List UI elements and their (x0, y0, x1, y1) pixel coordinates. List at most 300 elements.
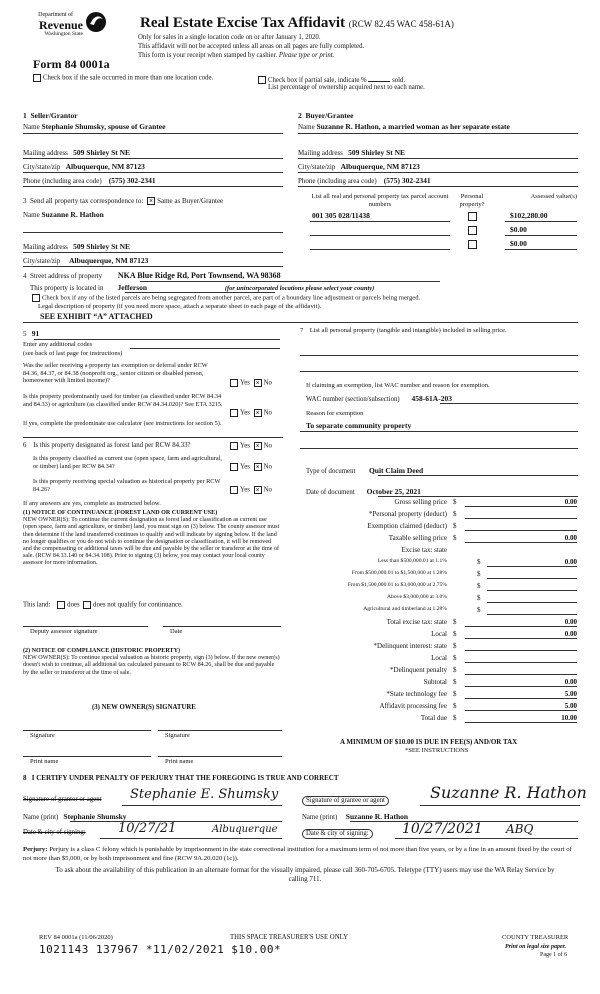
tax-label: Total excise tax: state (386, 618, 447, 626)
tax-row-gross (303, 498, 577, 507)
s6-q2: Is this property classified as current use (open space, farm and agricultural, or timber) land per RCW 84.34? (33, 455, 223, 470)
s5-code-line (34, 339, 280, 340)
tax-row-tier1 (303, 558, 577, 567)
dollar-sign: $ (477, 606, 481, 614)
unincorporated-note: (for unincorporated locations please select your county) (224, 285, 375, 292)
form-number: Form 84 0001a (33, 57, 110, 71)
s5-code-value[interactable]: 91 (31, 329, 40, 338)
seller-phone-row (23, 176, 156, 185)
tax-row-tech-fee (303, 690, 577, 699)
s5-q2-yes-checkbox[interactable] (230, 409, 238, 417)
value-line (505, 235, 577, 236)
perjury-text: Perjury is a class C felony which is punishable by imprisonment in the state correctional institution for a maximum term of not more than five years, or by a fine in an amount fixed by the court of not more than $5,000, or by both imprisonment and fine (RCW 9A.20.020 (1c)). (23, 846, 572, 862)
s6-q3: Is this property receiving special valuation as historical property per RCW 84.26? (33, 478, 221, 493)
tax-amount[interactable]: 0.00 (465, 630, 577, 639)
s5-enter-codes: Enter any additional codes (23, 341, 93, 348)
wac-label: WAC number (section/subsection) (306, 396, 400, 403)
tax-amount[interactable]: 5.00 (465, 690, 577, 699)
tax-amount[interactable]: 0.00 (465, 498, 577, 507)
buyer-name-row (298, 122, 510, 131)
segregated-label: Check box if any of the listed parcels are being segregated from another parcel, are part of a boundary line adjustment or parcels being merged. (42, 294, 421, 302)
s6-if-any: If any answers are yes, complete as instructed below. (23, 500, 161, 507)
parcel-line (310, 221, 450, 222)
doc-date-value[interactable]: October 25, 2021 (366, 487, 421, 496)
header-notes (138, 33, 364, 60)
property-located-value[interactable]: Jefferson (117, 283, 148, 292)
tax-row-total-state (303, 618, 577, 627)
s5-q2-no-checkbox[interactable]: × (255, 409, 260, 417)
rev-number: REV 84 0001a (11/06/2020) (39, 934, 113, 941)
seller-phone-line (23, 186, 283, 187)
parcel-row-1 (300, 211, 580, 222)
reason-line-1 (300, 431, 578, 432)
reason-label: Reason for exemption (306, 410, 364, 417)
tax-row-tier3 (303, 582, 577, 591)
buyer-name-label: Name (298, 123, 315, 131)
form-title-ref: (RCW 82.45 WAC 458-61A) (348, 19, 454, 29)
yes-label: Yes (240, 486, 250, 494)
corr-city-label: City/state/zip (23, 257, 61, 265)
s6-c3-title: (3) NEW OWNER(S) SIGNATURE (92, 704, 196, 711)
s5-q2-text: Is this property predominantly used for timber (as classified under RCW 84.34 and 84.33) or agriculture (as classified under RCW 84.34.020)? See ETA 3215. (23, 393, 223, 408)
seller-heading-text: Seller/Grantor (30, 111, 78, 120)
s7-line-1 (300, 355, 578, 356)
grantee-date-line (395, 838, 578, 839)
buyer-heading-text: Buyer/Grantee (305, 111, 354, 120)
tax-label: Affidavit processing fee (379, 702, 447, 710)
tax-row-excise-header (303, 546, 577, 555)
seller-mail-value[interactable]: 509 Shirley St NE (73, 148, 131, 157)
dollar-sign: $ (453, 666, 457, 674)
personal-property-checkbox[interactable] (468, 226, 477, 235)
segregated-checkbox[interactable] (32, 294, 40, 302)
grantor-name-value[interactable]: Stephanie Shumsky (63, 812, 127, 821)
s6-c1-title: (1) NOTICE OF CONTINUANCE (FOREST LAND OR CURRENT USE) (23, 510, 218, 516)
corr-mail-row (23, 242, 130, 251)
doc-type-line (378, 475, 578, 476)
deputy-date-label: Date (170, 628, 183, 635)
corr-mail-line (23, 252, 283, 253)
corr-row: 3 Send all property tax correspondence to: × Same as Buyer/Grantee (23, 197, 224, 206)
s5-q1-text: Was the seller receiving a property tax exemption or deferral under RCW 84.36, 84.37, or 84.38 (nonprofit org., senior citizen or disabled person, homeowner with limited income)? (23, 362, 208, 384)
print-name2-line (158, 756, 282, 757)
dor-logo (27, 12, 107, 48)
s7-label: List all personal property (tangible and intangible) included in selling price. (309, 327, 507, 334)
grantee-date-value[interactable]: 10/27/2021 (402, 821, 483, 837)
doc-date-line (378, 496, 578, 497)
tax-amount[interactable] (465, 666, 577, 675)
s5-enter-line (130, 348, 280, 349)
tax-amount[interactable] (465, 522, 577, 531)
buyer-mail-row (298, 148, 405, 157)
reason-value[interactable]: To separate community property (306, 421, 412, 430)
value-line (505, 221, 577, 222)
s6-land-row (23, 601, 183, 610)
dollar-sign: $ (477, 558, 481, 566)
tax-label: *State technology fee (386, 690, 447, 698)
tax-row-subtotal (303, 678, 577, 687)
corr-same-checkbox[interactable]: × (149, 197, 154, 206)
buyer-name-value[interactable]: Suzanne R. Hathon, a married woman as her separate estate (316, 122, 510, 131)
dor-logo-state: Washington State (44, 31, 83, 38)
tax-label: Agricultural and timberland at 1.28% (363, 606, 447, 612)
s6-q3-yes-checkbox[interactable] (230, 486, 238, 494)
dollar-sign: $ (453, 714, 457, 722)
s5-code-row: 5 91 (23, 329, 40, 338)
parcel-header-value: Assessed value(s) (530, 193, 577, 200)
property-located-label: This property is located in (30, 284, 104, 292)
s6-q1-yes-checkbox[interactable] (230, 442, 238, 450)
new-owner-sig2-line (158, 730, 282, 731)
tax-label: Less than $500,000.01 at 1.1% (377, 558, 447, 564)
tax-label: Exemption claimed (deduct) (367, 522, 447, 530)
tax-row-tier4 (303, 594, 577, 603)
tax-amount[interactable] (465, 654, 577, 663)
property-located-line (125, 292, 275, 293)
s5-q1-no-checkbox[interactable]: × (255, 379, 260, 387)
tax-amount[interactable] (487, 570, 577, 579)
buyer-city-line (298, 172, 578, 173)
wac-line (440, 403, 578, 404)
property-street-row: 4 Street address of property NKA Blue Ridge Rd, Port Townsend, WA 98368 (23, 271, 281, 280)
tax-row-local (303, 630, 577, 639)
parcel-row-3 (300, 239, 580, 250)
doc-type-value[interactable]: Quit Claim Deed (368, 466, 424, 475)
header-note-2: This affidavit will not be accepted unless all areas on all pages are fully completed. (138, 43, 365, 50)
dor-swirl-icon (85, 10, 107, 34)
tax-row-processing-fee (303, 702, 577, 711)
value-line (505, 249, 577, 250)
tax-amount[interactable]: 5.00 (465, 702, 577, 711)
seller-name-label: Name (23, 123, 40, 131)
tax-label: Total due (420, 714, 447, 722)
deputy-sig-line (23, 626, 148, 627)
yes-label: Yes (240, 379, 250, 387)
dollar-sign: $ (453, 642, 457, 650)
page-number: Page 1 of 6 (540, 952, 568, 958)
grantee-name-label: Name (print) (302, 814, 338, 821)
s6-q1-row: 6 Is this property designated as forest land per RCW 84.33? (23, 442, 191, 449)
grantor-date-line (100, 838, 282, 839)
grantee-signature[interactable]: Suzanne R. Hathon (430, 783, 587, 802)
parcel-header-personal: Personal property? (459, 193, 485, 208)
tax-label: *Personal property (deduct) (368, 510, 447, 518)
tax-amount[interactable] (487, 594, 577, 603)
grantor-date-value[interactable]: 10/27/21 (118, 821, 177, 836)
multi-location-row (33, 74, 213, 83)
grantor-signature[interactable]: Stephanie E. Shumsky (130, 787, 279, 802)
dollar-sign: $ (453, 678, 457, 686)
s6-does-not-checkbox[interactable] (83, 601, 91, 609)
tax-amount[interactable] (487, 582, 577, 591)
tax-label: *Delinquent penalty (390, 666, 447, 674)
corr-city-row (23, 256, 148, 265)
no-label: No (263, 442, 272, 450)
partial-sale-checkbox[interactable] (258, 76, 266, 84)
grantor-sig-label: Signature of grantor or agent (23, 796, 102, 803)
header-note-1: Only for sales in a single location code on or after January 1, 2020. (138, 34, 321, 41)
tax-row-penalty (303, 666, 577, 675)
buyer-city-label: City/state/zip (298, 163, 336, 171)
seller-name-row (23, 122, 165, 131)
buyer-phone-row (298, 176, 431, 185)
personal-property-checkbox[interactable] (468, 212, 477, 221)
no-label: No (263, 379, 272, 387)
corr-label: Send all property tax correspondence to: (30, 197, 144, 205)
tax-label: From $500,000.01 to $1,500,000 at 1.28% (351, 570, 447, 576)
no-label: No (263, 486, 272, 494)
yes-label: Yes (240, 442, 250, 450)
seller-phone-value[interactable]: (575) 302-2341 (108, 176, 156, 185)
header-note-3-line (138, 51, 364, 60)
tax-row-tier2 (303, 570, 577, 579)
dollar-sign: $ (453, 522, 457, 530)
grantee-sig-label: Signature of grantee or agent (302, 796, 389, 806)
corr-blank-line (23, 232, 283, 233)
tax-row-taxable (303, 534, 577, 543)
print-name-label-2: Print name (165, 758, 194, 765)
tax-amount[interactable]: 0.00 (465, 618, 577, 627)
corr-city-value[interactable]: Albuquerque, NM 87123 (69, 256, 149, 265)
tax-label: Taxable selling price (388, 534, 447, 542)
doc-date-label: Date of document (306, 489, 355, 496)
assessed-value[interactable]: $0.00 (510, 239, 527, 248)
parcel-header-number: List all real and personal property tax parcel account numbers (311, 193, 449, 208)
parcel-row-2 (300, 225, 580, 236)
yes-label: Yes (240, 463, 250, 471)
s6-compliance (23, 648, 281, 677)
tax-amount[interactable]: 10.00 (465, 714, 577, 723)
dollar-sign: $ (477, 570, 481, 578)
reason-line-2 (300, 448, 578, 449)
tax-amount[interactable]: 0.00 (465, 534, 577, 543)
seller-mail-line (23, 158, 283, 159)
s6-q2-answer (230, 463, 272, 472)
s6-does-not-label: does not qualify for continuance. (93, 601, 183, 609)
dollar-sign: $ (453, 498, 457, 506)
dollar-sign: $ (453, 690, 457, 698)
buyer-mail-line (298, 158, 578, 159)
buyer-name-line (298, 133, 578, 134)
tax-amount[interactable] (465, 510, 577, 519)
s5-q1-yes-checkbox[interactable] (230, 379, 238, 387)
tax-label: Local (431, 654, 447, 662)
corr-same-label: Same as Buyer/Grantee (157, 197, 224, 205)
s5-q3: If yes, complete the predominate use calculator (see instructions for section 5). (23, 420, 222, 427)
county-treasurer: COUNTY TREASURER (502, 934, 569, 941)
s5-q2 (23, 393, 223, 408)
doc-type-label: Type of document (306, 468, 356, 475)
corr-name-value[interactable]: Suzanne R. Hathon (41, 210, 104, 219)
deputy-date-line (163, 626, 281, 627)
parcel-line (310, 235, 450, 236)
seller-city-value[interactable]: Albuquerque, NM 87123 (65, 162, 145, 171)
s6-q2-no-checkbox[interactable]: × (255, 463, 260, 471)
tax-row-exemption (303, 522, 577, 531)
legal-size-note: Print on legal size paper. (505, 944, 567, 950)
tax-row-total-due (303, 714, 577, 723)
dollar-sign: $ (453, 618, 457, 626)
tax-amount[interactable] (465, 642, 577, 651)
perjury-label: Perjury: (23, 846, 48, 853)
legal-desc-label: Legal description of property (if you need more space, attach a separate sheet to each page of the affidavit). (38, 303, 322, 310)
print-name-label-1: Print name (30, 758, 59, 765)
yes-label: Yes (240, 409, 250, 417)
grantor-date-label: Date & city of signing: (23, 829, 86, 836)
buyer-mail-value[interactable]: 509 Shirley St NE (348, 148, 406, 157)
s7-exempt-label: If claiming an exemption, list WAC number and reason for exemption. (306, 382, 490, 389)
s6-q1-answer (230, 442, 272, 451)
assessed-value[interactable]: $0.00 (510, 225, 527, 234)
alt-format-note: To ask about the availability of this publication in an alternate format for the visually impaired, please call 360-705-6705. Teletype (TTY) users may use the WA Relay Service by calling 711. (55, 866, 555, 883)
treasurer-space: THIS SPACE TREASURER'S USE ONLY (230, 934, 349, 941)
perjury-note (23, 846, 578, 863)
s6-does-checkbox[interactable] (57, 601, 65, 609)
corr-name-label: Name (23, 211, 40, 219)
partial-sale-percent[interactable] (368, 74, 390, 82)
dollar-sign: $ (477, 582, 481, 590)
legal-line (23, 322, 578, 323)
property-street-line (140, 281, 440, 282)
s6-q3-answer (230, 486, 272, 495)
s6-q3-no-checkbox[interactable]: × (255, 486, 260, 494)
dollar-sign: $ (453, 534, 457, 542)
s6-continuance (23, 510, 281, 568)
exhibit-text[interactable]: SEE EXHIBIT “A” ATTACHED (40, 312, 153, 321)
buyer-phone-line (298, 186, 578, 187)
grantee-city-value[interactable]: ABQ (506, 822, 534, 836)
s6-does-label: does (67, 601, 80, 609)
corr-name-row (23, 210, 104, 219)
header-note-3b: Please type or print. (278, 52, 335, 59)
s8-certify-text: I CERTIFY UNDER PENALTY OF PERJURY THAT THE FOREGOING IS TRUE AND CORRECT (31, 774, 339, 782)
s5-q1-answer (230, 379, 272, 388)
parcel-table (300, 193, 580, 255)
multi-location-label: Check box if the sale occurred in more than one location code. (43, 74, 214, 82)
tax-row-agri (303, 606, 577, 615)
grantee-sig-line (420, 805, 580, 806)
tax-row-delinquent-local (303, 654, 577, 663)
form-title-text: Real Estate Excise Tax Affidavit (140, 15, 345, 31)
grantee-name-value[interactable]: Suzanne R. Hathon (345, 812, 409, 821)
grantor-sig-line (122, 805, 282, 806)
s6-c2-body: NEW OWNER(S): To continue special valuation as historic property, sign (3) below. If the new owner(s) doesn't wish to continue, all additional tax calculated pursuant to RCW 84.26, shall be due and payable by the seller or transferor at the time of sale. (23, 655, 280, 676)
tax-label: Excise tax: state (401, 546, 447, 554)
s6-q2-yes-checkbox[interactable] (230, 463, 238, 471)
seller-name-value[interactable]: Stephanie Shumsky, spouse of Grantee (41, 122, 166, 131)
buyer-heading: 2 Buyer/Grantee (298, 111, 354, 120)
corr-mail-value[interactable]: 509 Shirley St NE (73, 242, 131, 251)
s7-personal-property: 7 List all personal property (tangible and intangible) included in selling price. (300, 327, 507, 334)
parcel-line (310, 249, 450, 250)
s8-certify: 8 I CERTIFY UNDER PENALTY OF PERJURY THAT THE FOREGOING IS TRUE AND CORRECT (23, 774, 339, 782)
dollar-sign: $ (453, 702, 457, 710)
s6-q1-text: Is this property designated as forest land per RCW 84.33? (33, 442, 191, 449)
assessed-value[interactable]: $102,280.00 (510, 211, 548, 220)
new-owner-sig1-line (23, 730, 151, 731)
tax-row-delinquent-state (303, 642, 577, 651)
seller-mail-row (23, 148, 130, 157)
dor-logo-revenue: Revenue (39, 18, 83, 33)
tax-amount[interactable]: 0.00 (487, 558, 577, 567)
s5-see-back: (see back of last page for instructions) (23, 350, 123, 357)
partial-sale-sold: sold. (392, 77, 406, 84)
tax-row-personal (303, 510, 577, 519)
grantee-date-label: Date & city of signing: (302, 829, 373, 839)
tax-amount[interactable]: 0.00 (465, 678, 577, 687)
corr-city-line (23, 266, 283, 267)
seller-city-row (23, 162, 145, 171)
parcel-number[interactable]: 001 305 028/11438 (312, 211, 370, 220)
no-label: No (263, 463, 272, 471)
buyer-city-row (298, 162, 420, 171)
seller-city-line (23, 172, 283, 173)
dollar-sign: $ (453, 654, 457, 662)
dor-logo-dept: Department of (38, 12, 73, 18)
seller-city-label: City/state/zip (23, 163, 61, 171)
s5-divider (23, 437, 283, 438)
tax-label: Local (431, 630, 447, 638)
signature-label-2: Signature (165, 732, 190, 739)
s5-q1 (23, 362, 223, 385)
see-instructions: *SEE INSTRUCTIONS (405, 747, 469, 754)
seller-phone-label: Phone (including area code) (23, 177, 102, 185)
s6-c2-title: (2) NOTICE OF COMPLIANCE (HISTORIC PROPERTY) (23, 648, 181, 654)
wac-row (306, 394, 452, 404)
no-label: No (263, 409, 272, 417)
deputy-sig-label: Deputy assessor signature (30, 628, 98, 635)
tax-label: Subtotal (423, 678, 447, 686)
seller-mail-label: Mailing address (23, 149, 68, 157)
s7-line-2 (300, 371, 578, 372)
wac-value[interactable]: 458-61A-203 (411, 394, 452, 403)
signature-label-1: Signature (30, 732, 55, 739)
buyer-phone-value[interactable]: (575) 302-2341 (383, 176, 431, 185)
buyer-mail-label: Mailing address (298, 149, 343, 157)
tax-label: *Delinquent interest: state (373, 642, 447, 650)
partial-list-note: List percentage of ownership acquired next to each name. (268, 84, 425, 91)
grantor-city-value[interactable]: Albuquerque (212, 824, 278, 835)
form-title (140, 14, 454, 32)
partial-sale-label: Check box if partial sale, indicate % (268, 77, 367, 84)
grantor-name-label: Name (print) (23, 814, 59, 821)
tax-label: Gross selling price (394, 498, 447, 506)
seller-name-line (23, 133, 283, 134)
personal-property-checkbox[interactable] (468, 240, 477, 249)
minimum-due-note: A MINIMUM OF $10.00 IS DUE IN FEE(S) AND/OR TAX (340, 738, 518, 746)
segregated-row (32, 294, 420, 302)
print-name1-line (23, 756, 151, 757)
property-street-value[interactable]: NKA Blue Ridge Rd, Port Townsend, WA 98368 (117, 271, 281, 280)
dollar-sign: $ (453, 630, 457, 638)
tax-label: From $1,500,000.01 to $3,000,000 at 2.75% (347, 582, 447, 588)
receipt-stamp: 1021143 137967 *11/02/2021 $10.00* (39, 943, 282, 956)
s6-c1-body: NEW OWNER(S): To continue the current designation as forest land or classification as current use (open space, farm and agriculture, or timber) land, you must sign on (3) below. The county assessor must then determine if the land transferred continues to qualify and will indicate by signing below. If the land no longer qualifies or you do not wish to continue the designation or classification, it will be removed and the compensating or additional taxes will be due and payable by the seller or transferor at the time of sale. (RCW 84.33.140 or 84.34.108). Prior to signing (3) below, you may contact your local county assessor for more information. (23, 517, 280, 567)
dollar-sign: $ (453, 510, 457, 518)
corr-mail-label: Mailing address (23, 243, 68, 251)
multi-location-checkbox[interactable] (33, 74, 41, 82)
buyer-city-value[interactable]: Albuquerque, NM 87123 (340, 162, 420, 171)
tax-amount[interactable] (487, 606, 577, 615)
s6-q1-no-checkbox[interactable]: × (255, 442, 260, 450)
tax-label: Above $3,000,000 at 3.0% (387, 594, 447, 600)
header-note-3: This form is your receipt when stamped by cashier. (138, 52, 278, 59)
s5-q2-answer (230, 409, 272, 418)
property-street-label: Street address of property (30, 272, 103, 280)
s6-land-label: This land: (23, 601, 51, 609)
dollar-sign: $ (477, 594, 481, 602)
buyer-phone-label: Phone (including area code) (298, 177, 377, 185)
